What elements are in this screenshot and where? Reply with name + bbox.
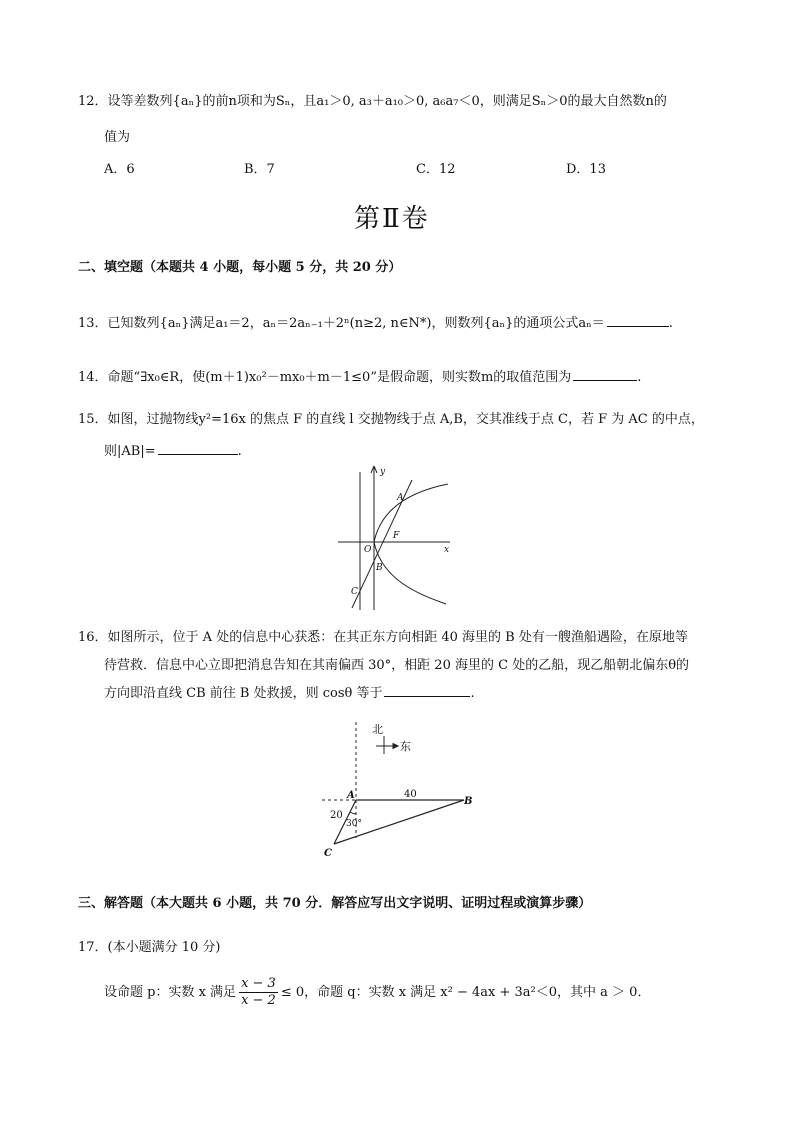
label-x: x (444, 545, 450, 555)
q17-fraction-den: x − 2 (241, 993, 276, 1008)
q16-stem: 16．如图所示，位于 A 处的信息中心获悉：在其正东方向相距 40 海里的 B 处有一艘渔船遇险，在原地等 (78, 630, 688, 645)
q12-option-a: A．6 (104, 162, 135, 177)
label-b: B (376, 563, 383, 573)
label-y: y (380, 467, 386, 477)
q12-option-d: D．13 (566, 162, 606, 177)
q16-end: . (470, 686, 475, 701)
label-c: C (351, 587, 358, 597)
q13-answer-blank (607, 325, 669, 327)
q16-stem-cont2 (104, 682, 475, 701)
q14-end: . (637, 370, 642, 385)
label-angle: 30° (346, 819, 362, 829)
label-north: 北 (372, 723, 383, 736)
q15-text: 则|AB|= (104, 444, 156, 459)
ship-rescue-figure (318, 718, 488, 864)
q16-answer-blank (384, 695, 470, 697)
q17-header: 17．(本小题满分 10 分) (78, 940, 221, 955)
q14-text: 14．命题“∃x₀∈R，使(m＋1)x₀²－mx₀＋m－1≤0”是假命题，则实数m的取值范围为 (78, 370, 572, 385)
label-distance-ac: 20 (330, 810, 343, 821)
label-c: C (324, 848, 332, 859)
parabola-curve (374, 484, 448, 604)
label-distance-ab: 40 (404, 789, 417, 800)
q17-fraction (239, 976, 278, 1009)
part3-heading: 三、解答题（本大题共 6 小题，共 70 分．解答应写出文字说明、证明过程或演算步骤） (78, 896, 592, 911)
q17-fraction-num: x − 3 (241, 976, 276, 991)
label-a: A (347, 790, 355, 801)
label-a: A (397, 493, 404, 503)
q14 (78, 366, 641, 385)
q13-end: . (668, 316, 673, 331)
part2-heading: 二、填空题（本题共 4 小题，每小题 5 分，共 20 分） (78, 260, 402, 275)
q12-stem: 12．设等差数列{aₙ}的前n项和为Sₙ，且a₁＞0, a₃＋a₁₀＞0, a₆a₇＜0，则满足Sₙ＞0的最大自然数n的 (78, 94, 667, 109)
q17-prefix: 设命题 p：实数 x 满足 (104, 985, 237, 1000)
label-b: B (464, 796, 473, 807)
q13 (78, 312, 673, 331)
q16-text: 方向即沿直线 CB 前往 B 处救援，则 cosθ 等于 (104, 686, 383, 701)
q13-text: 13．已知数列{aₙ}满足a₁＝2，aₙ＝2aₙ₋₁＋2ⁿ(n≥2, n∈N*)，则数列{aₙ}的通项公式aₙ＝ (78, 316, 605, 331)
q14-answer-blank (573, 379, 637, 381)
q16-stem-cont1: 待营救．信息中心立即把消息告知在其南偏西 30°，相距 20 海里的 C 处的乙船，现乙船朝北偏东θ的 (104, 658, 690, 673)
q15-end: . (237, 444, 242, 459)
q17-suffix: ≤ 0，命题 q：实数 x 满足 x² − 4ax + 3a²＜0，其中 a ＞ 0． (280, 985, 651, 1000)
section-title: 第Ⅱ卷 (354, 204, 430, 234)
label-o: O (364, 545, 372, 555)
q12-stem-cont: 值为 (104, 130, 131, 145)
q15-stem: 15．如图，过抛物线y²=16x 的焦点 F 的直线 l 交抛物线于点 A,B，交其准线于点 C，若 F 为 AC 的中点， (78, 412, 704, 427)
q15-answer-blank (158, 453, 238, 455)
label-f: F (393, 531, 400, 541)
q12-option-b: B．7 (244, 162, 275, 177)
q15-stem-cont (104, 440, 242, 459)
label-east: 东 (400, 740, 411, 753)
q17-body (104, 976, 650, 1009)
angle-arc (350, 812, 356, 814)
q12-option-c: C．12 (416, 162, 456, 177)
parabola-figure (338, 462, 458, 612)
